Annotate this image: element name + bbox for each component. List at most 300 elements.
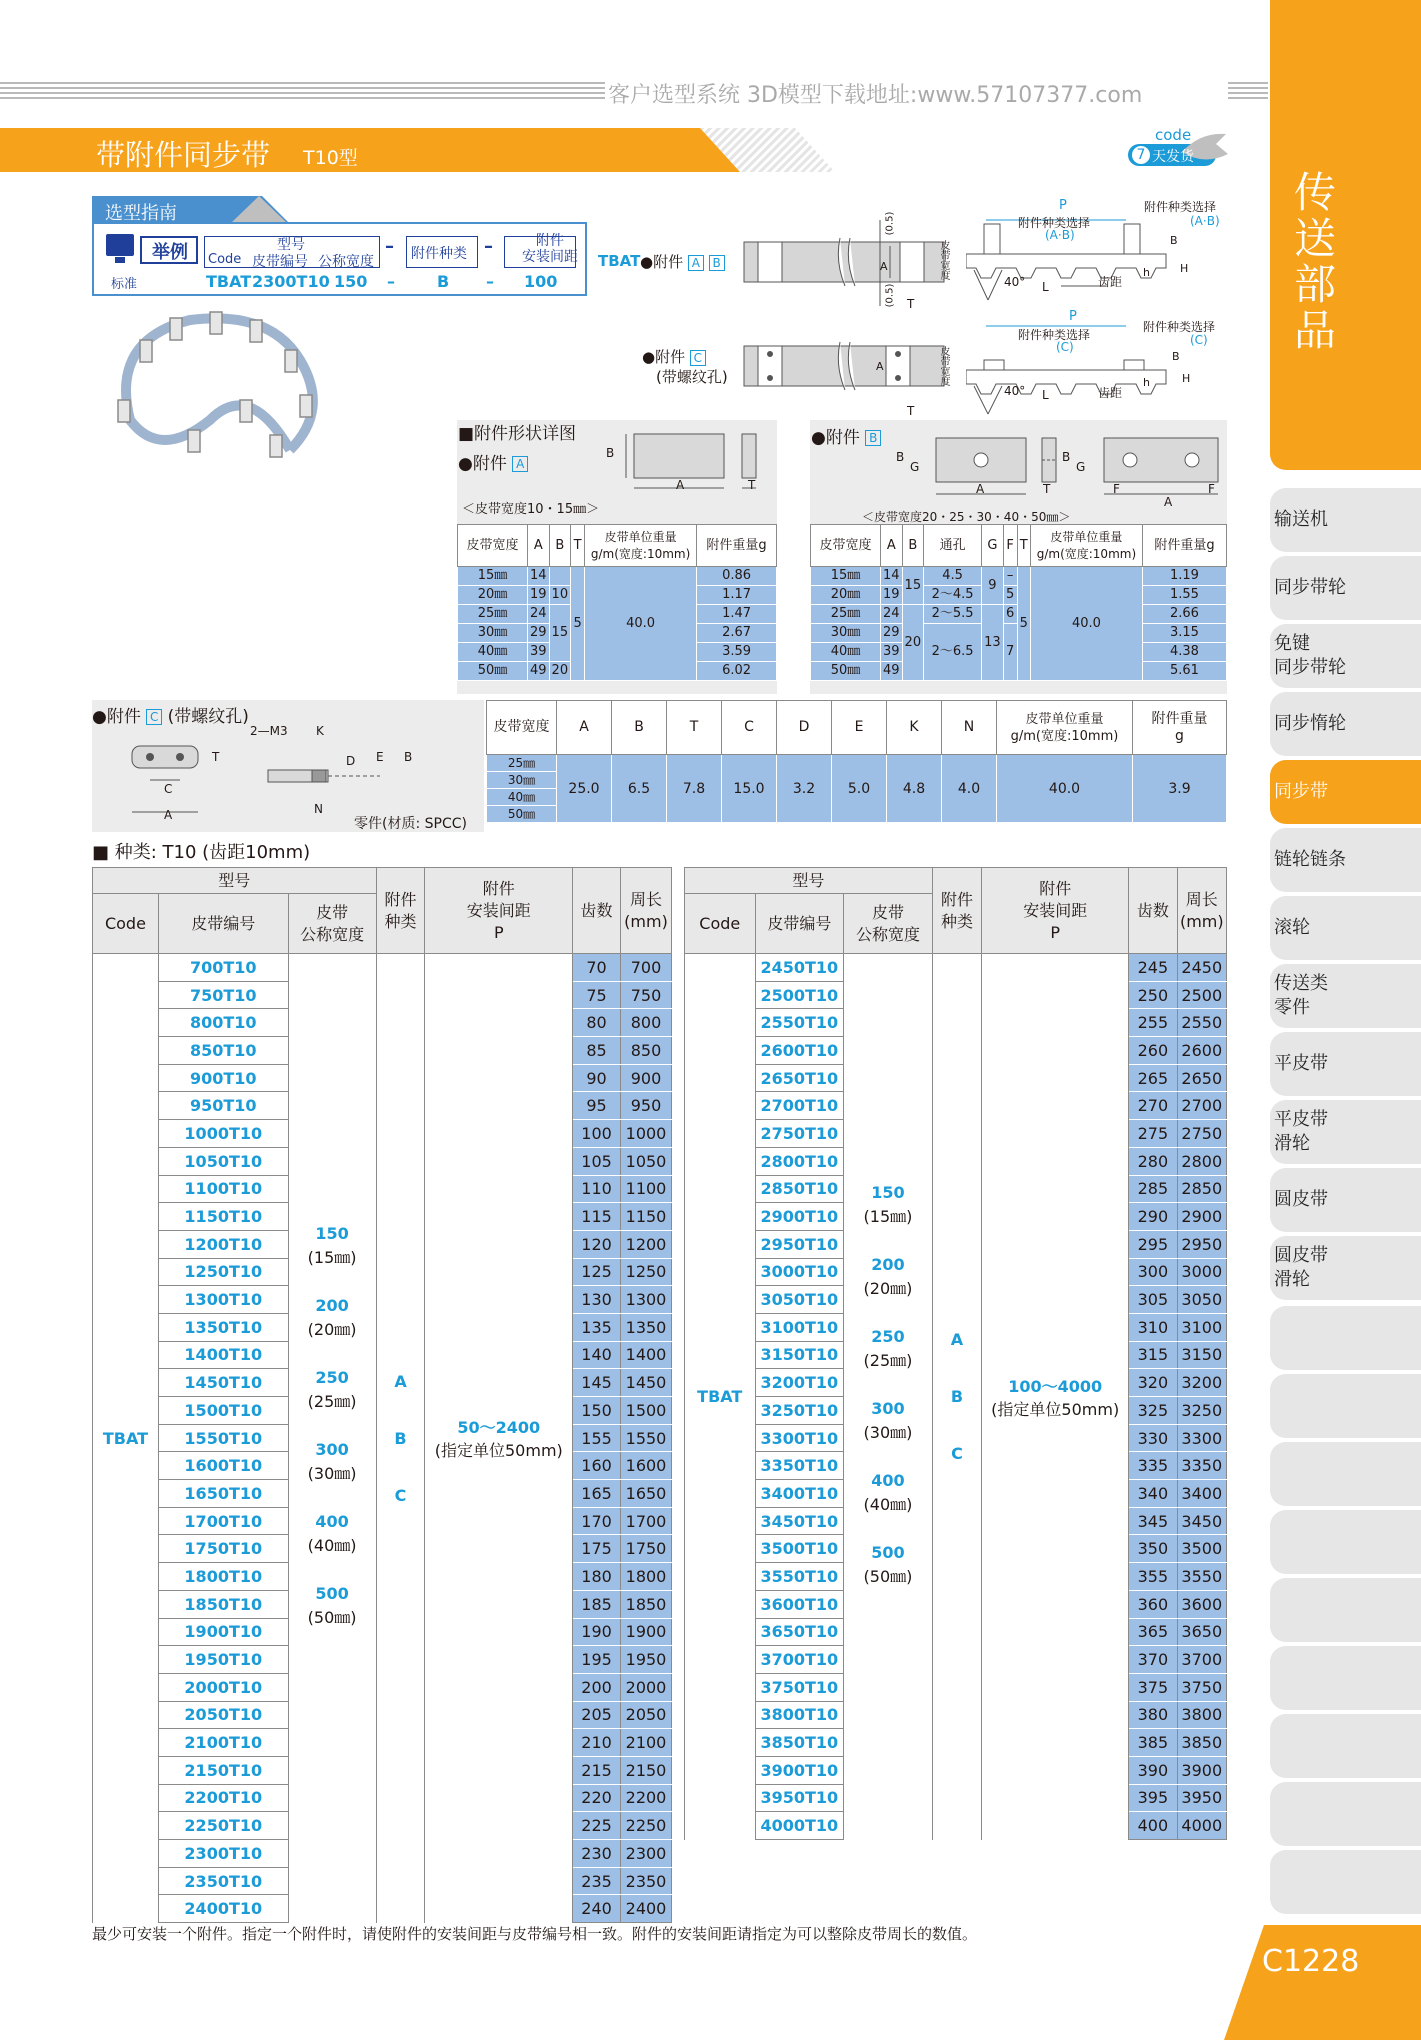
teeth-cell: 140 <box>573 1341 621 1369</box>
length-cell: 1100 <box>621 1175 672 1203</box>
belt-no-cell: 2650T10 <box>755 1064 844 1092</box>
th-len: 周长 (mm) <box>1177 868 1226 954</box>
cell: 25㎜ <box>458 605 528 624</box>
teeth-cell: 390 <box>1129 1756 1177 1784</box>
attach-c-dim-e: E <box>376 750 384 764</box>
sidebar-item-label: 平皮带 滑轮 <box>1274 1109 1328 1154</box>
teeth-cell: 210 <box>573 1729 621 1757</box>
belt-no-cell: 950T10 <box>158 1092 288 1120</box>
belt-no-cell: 3350T10 <box>755 1452 844 1480</box>
teeth-cell: 185 <box>573 1590 621 1618</box>
cell: 2.67 <box>697 624 777 643</box>
th: N <box>942 701 997 755</box>
shape-b-dim-t: T <box>1043 482 1051 496</box>
belt-no-cell: 1800T10 <box>158 1563 288 1591</box>
dim-h-small-c: h <box>1143 376 1150 389</box>
th: C <box>722 701 777 755</box>
teeth-cell: 370 <box>1129 1646 1177 1674</box>
box-b: B <box>709 255 725 271</box>
cell: 14 <box>881 567 903 586</box>
sidebar-empty-tab <box>1270 1646 1421 1710</box>
th: D <box>777 701 832 755</box>
belt-no-cell: 3550T10 <box>755 1563 844 1591</box>
model-table-left-body <box>93 954 672 1923</box>
teeth-cell: 235 <box>573 1867 621 1895</box>
teeth-cell: 275 <box>1129 1120 1177 1148</box>
teeth-cell: 255 <box>1129 1009 1177 1037</box>
th: K <box>887 701 942 755</box>
model-table-right <box>684 867 1227 1840</box>
teeth-cell: 175 <box>573 1535 621 1563</box>
tbat-label: TBAT <box>598 252 641 270</box>
teeth-cell: 95 <box>573 1092 621 1120</box>
width-option: 200 <box>871 1254 905 1274</box>
sidebar-empty-tab <box>1270 1374 1421 1438</box>
cell: 5 <box>1017 567 1030 681</box>
cell: 13 <box>982 605 1004 681</box>
width-option: 300 <box>315 1440 349 1460</box>
teeth-cell: 105 <box>573 1147 621 1175</box>
belt-no-cell: 2350T10 <box>158 1867 288 1895</box>
code-cell: TBAT <box>685 954 756 1840</box>
dim-l-ab: L <box>1042 280 1049 294</box>
belt-no-cell: 3700T10 <box>755 1646 844 1674</box>
belt-no-cell: 1400T10 <box>158 1341 288 1369</box>
th-code: Code <box>93 894 159 954</box>
teeth-cell: 300 <box>1129 1258 1177 1286</box>
width-option: 250 <box>871 1326 905 1346</box>
length-cell: 2650 <box>1177 1064 1226 1092</box>
pitch-note: (指定单位50mm) <box>434 1441 563 1461</box>
select-right-c-type: (C) <box>1190 333 1208 347</box>
belt-no-cell: 1550T10 <box>158 1424 288 1452</box>
length-cell: 1400 <box>621 1341 672 1369</box>
attach-c-dim-c: C <box>164 782 173 796</box>
model-table-right-body <box>685 954 1227 1840</box>
length-cell: 3100 <box>1177 1313 1226 1341</box>
teeth-cell: 150 <box>573 1397 621 1425</box>
length-cell: 2950 <box>1177 1230 1226 1258</box>
cell: 24 <box>528 605 550 624</box>
th: E <box>832 701 887 755</box>
length-cell: 2200 <box>621 1784 672 1812</box>
teeth-cell: 155 <box>573 1424 621 1452</box>
attach-b-width-note: ＜皮带宽度20・25・30・40・50㎜＞ <box>862 510 1071 524</box>
th: A <box>881 525 903 567</box>
th: 附件重量 g <box>1133 701 1227 755</box>
sidebar-item-label: 平皮带 <box>1274 1053 1328 1074</box>
attach-type-option: A <box>950 1330 964 1350</box>
cell: 15 <box>549 605 571 662</box>
belt-product-image <box>100 300 330 470</box>
length-cell: 1950 <box>621 1646 672 1674</box>
width-option: 500 <box>315 1584 349 1604</box>
shape-b-dim-g: G <box>910 460 920 474</box>
teeth-cell: 225 <box>573 1812 621 1840</box>
teeth-cell: 170 <box>573 1507 621 1535</box>
dim-a: A <box>880 260 888 273</box>
teeth-cell: 355 <box>1129 1563 1177 1591</box>
belt-no-cell: 4000T10 <box>755 1812 844 1840</box>
shape-a-dim-b: B <box>606 446 615 460</box>
width-option-mm: (30㎜) <box>307 1464 357 1484</box>
length-cell: 2450 <box>1177 954 1226 982</box>
belt-no-cell: 2400T10 <box>158 1895 288 1923</box>
page-title: 带附件同步带 <box>96 138 271 172</box>
cell: 4.0 <box>942 755 997 823</box>
length-cell: 2050 <box>621 1701 672 1729</box>
belt-no-cell: 3500T10 <box>755 1535 844 1563</box>
teeth-cell: 295 <box>1129 1230 1177 1258</box>
th: T <box>1017 525 1030 567</box>
cell: 20 <box>549 662 571 681</box>
belt-no-cell: 2850T10 <box>755 1175 844 1203</box>
shape-detail-title: ■附件形状详图 <box>458 424 577 444</box>
attach-a-width-note: ＜皮带宽度10・15㎜＞ <box>462 502 600 517</box>
teeth-cell: 125 <box>573 1258 621 1286</box>
cell: 40㎜ <box>487 789 557 806</box>
cell: 3.59 <box>697 643 777 662</box>
length-cell: 700 <box>621 954 672 982</box>
footnote: 最少可安装一个附件。指定一个附件时，请使附件的安装间距与皮带编号相一致。附件的安装间距请指定为可以整除皮带周长的数值。 <box>92 1925 978 1943</box>
belt-no-cell: 850T10 <box>158 1037 288 1065</box>
teeth-cell: 335 <box>1129 1452 1177 1480</box>
belt-no-cell: 1300T10 <box>158 1286 288 1314</box>
th: T <box>571 525 585 567</box>
sidebar-empty-tab <box>1270 1714 1421 1778</box>
belt-no-cell: 2550T10 <box>755 1009 844 1037</box>
delivery-days: 7 <box>1132 146 1150 164</box>
length-cell: 3650 <box>1177 1618 1226 1646</box>
attach-c-dim-n: N <box>314 802 323 816</box>
cell: 2～6.5 <box>924 624 982 681</box>
sidebar-item-label: 链轮链条 <box>1274 849 1346 870</box>
belt-no-cell: 1650T10 <box>158 1480 288 1508</box>
length-cell: 2800 <box>1177 1147 1226 1175</box>
guide-dash-value: – <box>387 272 395 291</box>
length-cell: 1850 <box>621 1590 672 1618</box>
belt-no-cell: 1750T10 <box>158 1535 288 1563</box>
attach-c-label: ●附件 C <box>642 346 706 367</box>
select-right-ab-types: (A·B) <box>1190 214 1220 228</box>
sidebar-item-label: 同步惰轮 <box>1274 713 1346 734</box>
cell: 4.5 <box>924 567 982 586</box>
guide-width-value: 150 <box>334 272 368 291</box>
belt-no-cell: 2300T10 <box>158 1840 288 1868</box>
box-b: B <box>865 430 881 446</box>
belt-no-cell: 3300T10 <box>755 1424 844 1452</box>
cell: – <box>1003 567 1017 586</box>
width-options-cell <box>288 954 376 1923</box>
cell: 1.55 <box>1142 586 1226 605</box>
length-cell: 3250 <box>1177 1397 1226 1425</box>
box-c: C <box>146 709 162 725</box>
pitch-note: (指定单位50mm) <box>991 1399 1120 1419</box>
length-cell: 2700 <box>1177 1092 1226 1120</box>
cell: 29 <box>881 624 903 643</box>
sidebar-item[interactable] <box>1270 556 1421 620</box>
belt-no-cell: 3100T10 <box>755 1313 844 1341</box>
belt-no-cell: 2250T10 <box>158 1812 288 1840</box>
teeth-cell: 70 <box>573 954 621 982</box>
monitor-icon <box>106 234 134 256</box>
attach-c-dim-d: D <box>346 754 356 768</box>
belt-no-cell: 1850T10 <box>158 1590 288 1618</box>
sidebar-item[interactable] <box>1270 624 1421 688</box>
width-option-mm: (40㎜) <box>307 1536 357 1556</box>
belt-no-cell: 2450T10 <box>755 954 844 982</box>
th: 附件重量g <box>1142 525 1226 567</box>
cell: 40㎜ <box>458 643 528 662</box>
width-option-mm: (50㎜) <box>863 1566 913 1586</box>
teeth-cell: 365 <box>1129 1618 1177 1646</box>
length-cell: 1500 <box>621 1397 672 1425</box>
attach-c-title: ●附件 C (带螺纹孔) <box>92 707 249 727</box>
shape-b2-dim-a: A <box>1164 495 1173 509</box>
teeth-cell: 160 <box>573 1452 621 1480</box>
cell: 40.0 <box>585 567 697 681</box>
attach-c-dim-b: B <box>404 750 413 764</box>
belt-no-cell: 1600T10 <box>158 1452 288 1480</box>
cell: 15㎜ <box>458 567 528 586</box>
belt-no-cell: 1200T10 <box>158 1230 288 1258</box>
cell: 5.61 <box>1142 662 1226 681</box>
cell: 39 <box>881 643 903 662</box>
length-cell: 1200 <box>621 1230 672 1258</box>
length-cell: 1750 <box>621 1535 672 1563</box>
teeth-cell: 205 <box>573 1701 621 1729</box>
attach-type-header: 附件种类 <box>411 246 467 262</box>
th: B <box>902 525 924 567</box>
th-model: 型号 <box>685 868 933 894</box>
length-cell: 3500 <box>1177 1535 1226 1563</box>
belt-no-cell: 900T10 <box>158 1064 288 1092</box>
dim-05-bottom: (0.5) <box>884 283 896 308</box>
belt-no-cell: 750T10 <box>158 981 288 1009</box>
cell: 7 <box>1003 624 1017 681</box>
belt-no-cell: 800T10 <box>158 1009 288 1037</box>
box-c: C <box>690 350 706 366</box>
sidebar-item[interactable] <box>1270 828 1421 892</box>
select-left-ab: 附件种类选择 <box>1018 216 1091 230</box>
attach-c-dim-a: A <box>164 808 173 822</box>
attach-c-table <box>486 700 1227 823</box>
standard-label: 标准 <box>111 277 138 292</box>
th-belt-no: 皮带编号 <box>158 894 288 954</box>
pitch-label-ab: 齿距 <box>1098 275 1123 289</box>
th: T <box>667 701 722 755</box>
th: 皮带单位重量 g/m(宽度:10mm) <box>997 701 1133 755</box>
belt-no-cell: 1950T10 <box>158 1646 288 1674</box>
shape-a-dim-a: A <box>676 478 685 492</box>
belt-no-cell: 3450T10 <box>755 1507 844 1535</box>
length-cell: 2850 <box>1177 1175 1226 1203</box>
attach-type-option: C <box>394 1485 407 1505</box>
width-option: 200 <box>315 1296 349 1316</box>
belt-no-cell: 3000T10 <box>755 1258 844 1286</box>
cell: 30㎜ <box>487 772 557 789</box>
sidebar-item-label: 圆皮带 滑轮 <box>1274 1245 1328 1290</box>
select-left-c: 附件种类选择 <box>1018 328 1091 342</box>
sidebar-item[interactable] <box>1270 1100 1421 1164</box>
example-label: 举例 <box>152 242 188 263</box>
cell: 40㎜ <box>811 643 881 662</box>
th-width: 皮带 公称宽度 <box>844 894 933 954</box>
pitch-range: 50～2400 <box>457 1418 541 1438</box>
page-number: C1228 <box>1262 1944 1360 1979</box>
teeth-cell: 265 <box>1129 1064 1177 1092</box>
th: 皮带宽度 <box>487 701 557 755</box>
length-cell: 1350 <box>621 1313 672 1341</box>
width-option: 400 <box>871 1470 905 1490</box>
cell: 5 <box>571 567 585 681</box>
length-cell: 2500 <box>1177 981 1226 1009</box>
cell: 14 <box>528 567 550 586</box>
sidebar-empty-tab <box>1270 1306 1421 1370</box>
pitch-cell <box>982 954 1129 1840</box>
teeth-cell: 340 <box>1129 1480 1177 1508</box>
teeth-cell: 320 <box>1129 1369 1177 1397</box>
sidebar-item[interactable] <box>1270 760 1421 824</box>
teeth-cell: 90 <box>573 1064 621 1092</box>
length-cell: 3200 <box>1177 1369 1226 1397</box>
cell: 29 <box>528 624 550 643</box>
th: B <box>549 525 571 567</box>
teeth-cell: 120 <box>573 1230 621 1258</box>
sidebar-title: 传送部品 <box>1293 168 1336 355</box>
sidebar-item[interactable] <box>1270 1236 1421 1300</box>
length-cell: 3150 <box>1177 1341 1226 1369</box>
dim-h-ab: H <box>1180 262 1189 275</box>
sidebar-empty-tab <box>1270 1578 1421 1642</box>
cell: 1.17 <box>697 586 777 605</box>
dim-t: T <box>907 297 915 311</box>
width-option-mm: (20㎜) <box>863 1278 913 1298</box>
length-cell: 750 <box>621 981 672 1009</box>
length-cell: 3450 <box>1177 1507 1226 1535</box>
belt-no-cell: 3200T10 <box>755 1369 844 1397</box>
teeth-cell: 190 <box>573 1618 621 1646</box>
teeth-cell: 400 <box>1129 1812 1177 1840</box>
width-option-mm: (15㎜) <box>307 1248 357 1268</box>
cell: 25㎜ <box>487 755 557 772</box>
width-option-mm: (25㎜) <box>863 1350 913 1370</box>
teeth-cell: 75 <box>573 981 621 1009</box>
belt-no-cell: 1150T10 <box>158 1203 288 1231</box>
length-cell: 2150 <box>621 1756 672 1784</box>
belt-no-cell: 3600T10 <box>755 1590 844 1618</box>
width-header: 公称宽度 <box>318 254 374 270</box>
belt-no-cell: 2600T10 <box>755 1037 844 1065</box>
attach-type-option: C <box>951 1444 963 1464</box>
sidebar-item[interactable] <box>1270 896 1421 960</box>
attach-pitch-header: 附件 安装间距 <box>522 233 578 265</box>
length-cell: 3600 <box>1177 1590 1226 1618</box>
th: B <box>612 701 667 755</box>
sidebar-item-label: 同步带轮 <box>1274 577 1346 598</box>
th-len: 周长 (mm) <box>621 868 672 954</box>
length-cell: 900 <box>621 1064 672 1092</box>
cell: 1.47 <box>697 605 777 624</box>
teeth-cell: 85 <box>573 1037 621 1065</box>
belt-no-cell: 3150T10 <box>755 1341 844 1369</box>
sidebar-empty-tab <box>1270 1442 1421 1506</box>
page-subtitle: T10型 <box>303 147 358 169</box>
sidebar-item[interactable] <box>1270 692 1421 756</box>
attach-c-part-note: 零件(材质: SPCC) <box>354 816 467 832</box>
sidebar-item[interactable] <box>1270 1168 1421 1232</box>
th-belt-no: 皮带编号 <box>755 894 844 954</box>
cell: 15 <box>902 567 924 605</box>
cell: 3.15 <box>1142 624 1226 643</box>
width-option-mm: (40㎜) <box>863 1494 913 1514</box>
th-model: 型号 <box>93 868 377 894</box>
attach-b-title: ●附件 B <box>811 423 881 448</box>
th: 附件重量g <box>697 525 777 567</box>
belt-no-cell: 1700T10 <box>158 1507 288 1535</box>
teeth-cell: 290 <box>1129 1203 1177 1231</box>
shape-b2-dim-g: G <box>1076 460 1086 474</box>
select-right-ab: 附件种类选择 <box>1144 200 1217 214</box>
cell: 10 <box>549 586 571 605</box>
guide-dash: – <box>385 236 394 257</box>
cell: 50㎜ <box>458 662 528 681</box>
belt-no-cell: 3850T10 <box>755 1729 844 1757</box>
shape-b2-dim-b: B <box>1062 450 1071 464</box>
width-option: 150 <box>871 1182 905 1202</box>
width-option-mm: (30㎜) <box>863 1422 913 1442</box>
attach-c-dim-t: T <box>212 750 220 764</box>
teeth-cell: 245 <box>1129 954 1177 982</box>
attach-type-option: A <box>394 1371 407 1391</box>
teeth-cell: 315 <box>1129 1341 1177 1369</box>
cell: 49 <box>528 662 550 681</box>
sidebar-item-label: 传送类 零件 <box>1274 973 1328 1018</box>
width-options-cell <box>844 954 933 1840</box>
teeth-cell: 135 <box>573 1313 621 1341</box>
cell: 40.0 <box>1030 567 1142 681</box>
select-left-c-type: (C) <box>1056 340 1074 354</box>
length-cell: 2250 <box>621 1812 672 1840</box>
sidebar-item-label: 同步带 <box>1274 781 1328 802</box>
length-cell: 2300 <box>621 1840 672 1868</box>
length-cell: 1650 <box>621 1480 672 1508</box>
sidebar-item[interactable] <box>1270 964 1421 1028</box>
width-option-mm: (25㎜) <box>307 1392 357 1412</box>
dim-05-top: (0.5) <box>884 211 896 236</box>
cell: 24 <box>881 605 903 624</box>
guide-title: 选型指南 <box>105 203 177 224</box>
sidebar-item[interactable] <box>1270 488 1421 552</box>
attach-a-drawing <box>600 428 770 498</box>
length-cell: 2350 <box>621 1867 672 1895</box>
cell <box>549 567 571 586</box>
shape-b-dim-b: B <box>896 450 905 464</box>
length-cell: 3850 <box>1177 1729 1226 1757</box>
teeth-cell: 250 <box>1129 981 1177 1009</box>
pitch-range: 100～4000 <box>1008 1376 1103 1396</box>
attach-type-option: B <box>950 1387 964 1407</box>
length-cell: 1050 <box>621 1147 672 1175</box>
length-cell: 3900 <box>1177 1756 1226 1784</box>
teeth-cell: 260 <box>1129 1037 1177 1065</box>
belt-no-cell: 1350T10 <box>158 1313 288 1341</box>
teeth-cell: 200 <box>573 1673 621 1701</box>
sidebar-item[interactable] <box>1270 1032 1421 1096</box>
belt-no-cell: 2800T10 <box>755 1147 844 1175</box>
cell: 30㎜ <box>811 624 881 643</box>
teeth-cell: 270 <box>1129 1092 1177 1120</box>
